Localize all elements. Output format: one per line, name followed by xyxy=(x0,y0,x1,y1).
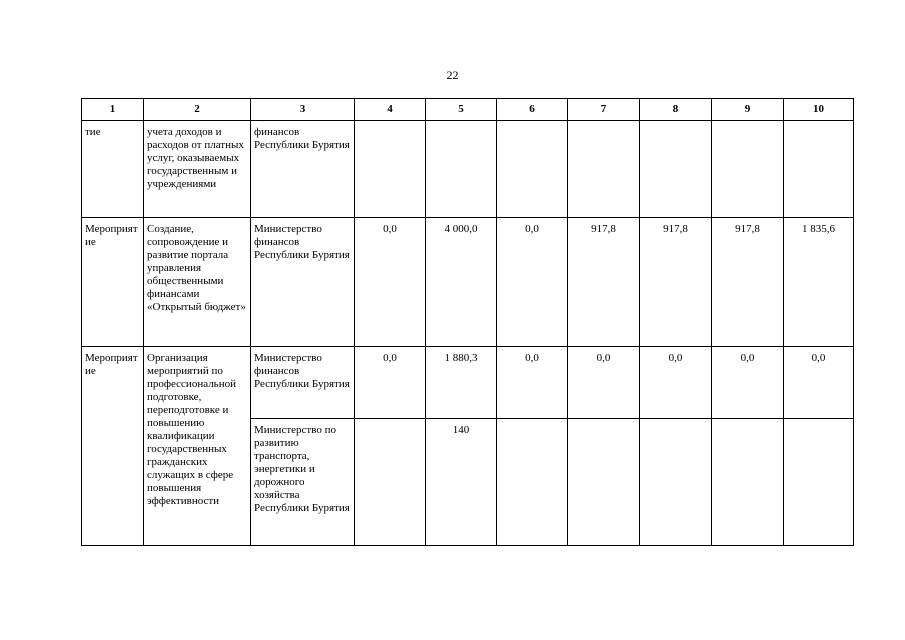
value-cell: 0,0 xyxy=(568,347,640,419)
budget-table xyxy=(81,98,854,546)
value-cell: 0,0 xyxy=(497,347,568,419)
row-executor-cell: Министерство финансов Республики Бурятия xyxy=(251,218,355,347)
row-type-cell: Мероприятие xyxy=(82,218,144,347)
value-cell: 917,8 xyxy=(712,218,784,347)
column-header: 10 xyxy=(784,99,854,121)
column-header: 6 xyxy=(497,99,568,121)
value-cell: 917,8 xyxy=(640,218,712,347)
table-row xyxy=(82,347,854,419)
column-header: 4 xyxy=(355,99,426,121)
row-name-cell: Организация мероприятий по профессиональной подготовке, переподготовке и повышению квалификации государственных гражданских служащих в сфере повышения эффективности xyxy=(144,347,251,546)
value-cell xyxy=(640,419,712,546)
row-type-cell: Мероприятие xyxy=(82,347,144,546)
value-cell: 1 880,3 xyxy=(426,347,497,419)
value-cell xyxy=(355,121,426,218)
value-cell: 0,0 xyxy=(497,218,568,347)
value-cell: 0,0 xyxy=(712,347,784,419)
header-row xyxy=(82,99,854,121)
value-cell: 4 000,0 xyxy=(426,218,497,347)
value-cell xyxy=(784,121,854,218)
value-cell xyxy=(640,121,712,218)
value-cell xyxy=(712,121,784,218)
value-cell xyxy=(784,419,854,546)
row-type-cell: тие xyxy=(82,121,144,218)
value-cell: 1 835,6 xyxy=(784,218,854,347)
value-cell: 917,8 xyxy=(568,218,640,347)
value-cell xyxy=(712,419,784,546)
column-header: 9 xyxy=(712,99,784,121)
column-header: 7 xyxy=(568,99,640,121)
value-cell xyxy=(426,121,497,218)
value-cell: 0,0 xyxy=(784,347,854,419)
value-cell: 0,0 xyxy=(640,347,712,419)
column-header: 1 xyxy=(82,99,144,121)
page-number: 22 xyxy=(446,68,459,82)
value-cell xyxy=(568,121,640,218)
table-row xyxy=(82,121,854,218)
value-cell xyxy=(355,419,426,546)
row-executor-cell: финансов Республики Бурятия xyxy=(251,121,355,218)
column-header: 3 xyxy=(251,99,355,121)
value-cell xyxy=(497,419,568,546)
row-name-cell: Создание, сопровождение и развитие портала управления общественными финансами «Открытый бюджет» xyxy=(144,218,251,347)
value-cell: 0,0 xyxy=(355,347,426,419)
row-name-cell: учета доходов и расходов от платных услуг, оказываемых государственным и учреждениями xyxy=(144,121,251,218)
value-cell: 0,0 xyxy=(355,218,426,347)
value-cell xyxy=(497,121,568,218)
column-header: 5 xyxy=(426,99,497,121)
value-cell: 140 xyxy=(426,419,497,546)
table-row xyxy=(82,218,854,347)
value-cell xyxy=(568,419,640,546)
row-executor-cell: Министерство финансов Республики Бурятия xyxy=(251,347,355,419)
row-executor-cell: Министерство по развитию транспорта, энергетики и дорожного хозяйства Республики Бурятия xyxy=(251,419,355,546)
column-header: 2 xyxy=(144,99,251,121)
column-header: 8 xyxy=(640,99,712,121)
